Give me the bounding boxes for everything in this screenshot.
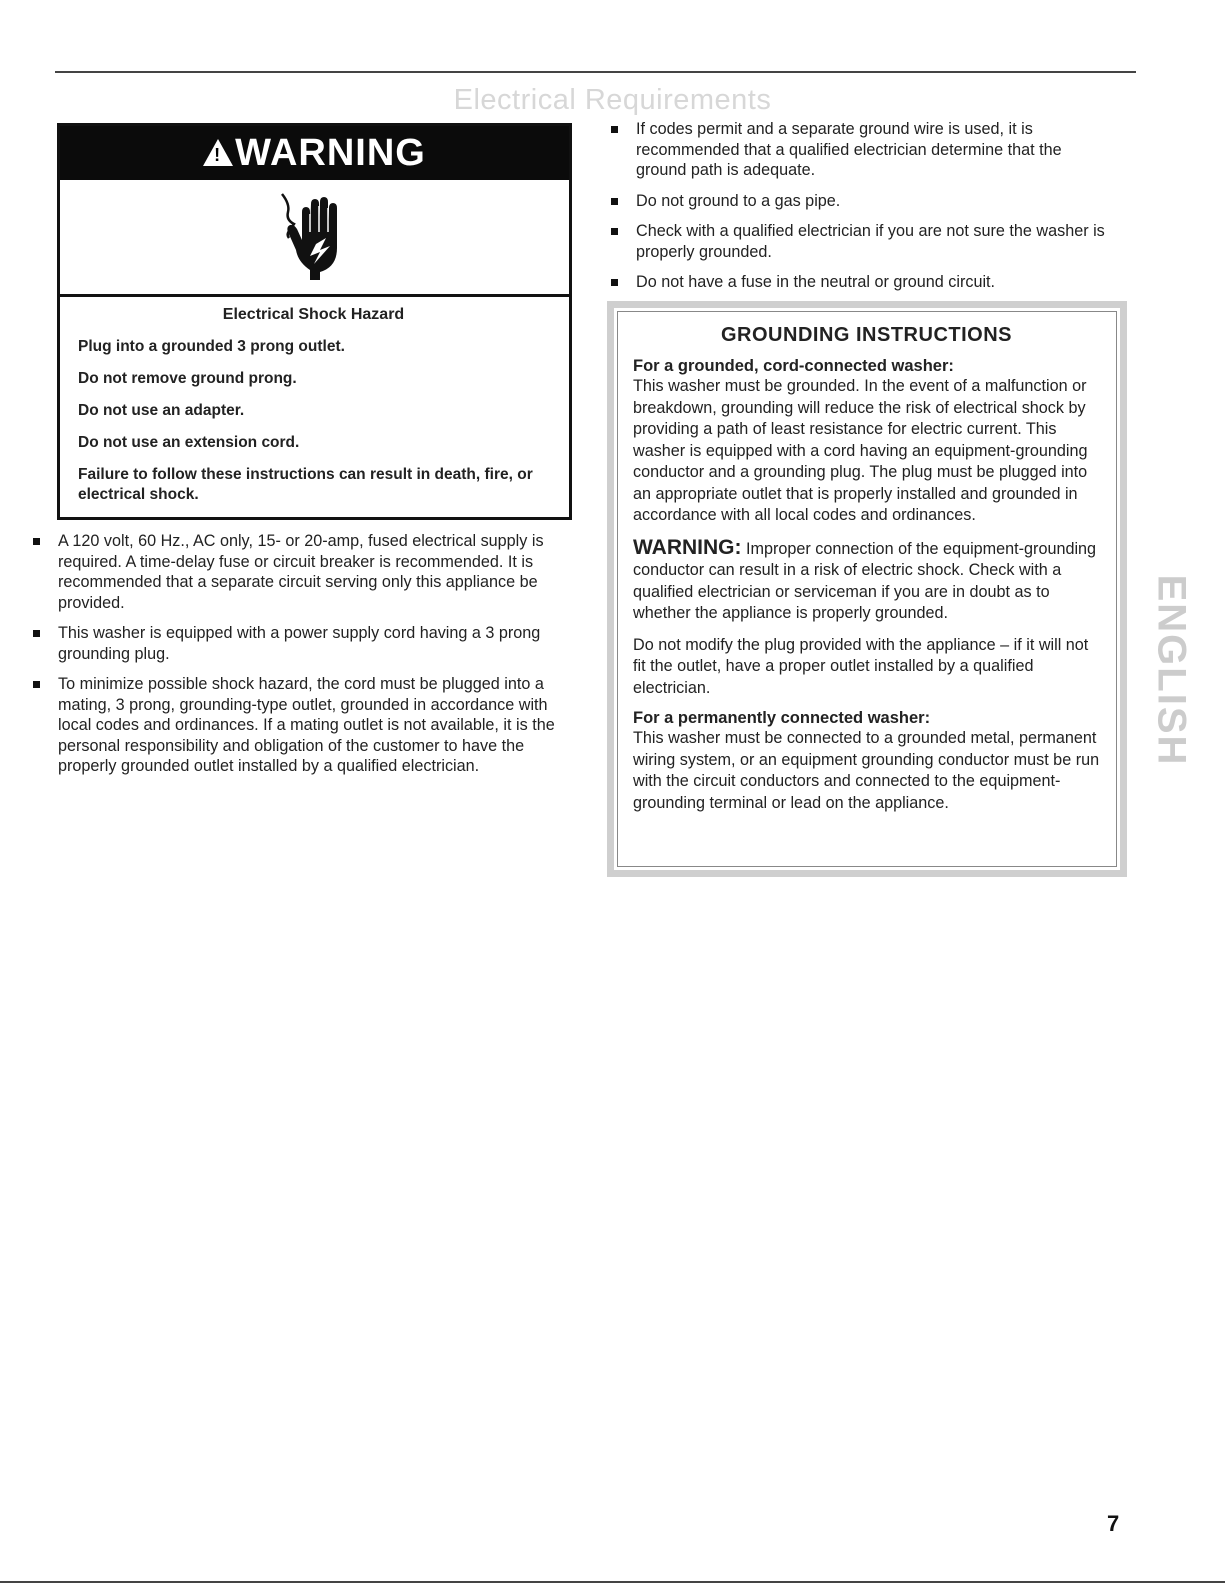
warning-box <box>57 123 572 520</box>
warning-header-label: WARNING <box>235 131 426 174</box>
warning-header <box>60 126 569 180</box>
permanent-heading: For a permanently connected washer: <box>633 709 931 727</box>
permanent-body: This washer must be connected to a grounded metal, permanent wiring system, or an equipment grounding conductor must be run with the circuit conductors and connected to the equipment-grounding terminal or lead on the appliance. <box>633 729 1100 812</box>
warning-line: Plug into a grounded 3 prong outlet. <box>78 338 345 355</box>
grounding-instructions-box <box>607 301 1127 877</box>
warning-text <box>60 297 569 505</box>
section-title: Electrical Requirements <box>453 84 772 116</box>
left-bullet-list <box>31 531 566 787</box>
warning-triangle-icon <box>203 139 233 166</box>
bottom-rule <box>0 1581 1225 1583</box>
warning-icon-area <box>60 180 569 297</box>
grounding-warning-body: Improper connection of the equipment-grounding conductor can result in a risk of electric shock. Check with a qualified electrician or serviceman if you are in doubt as to whether the appliance is properly grounded. <box>633 539 1097 622</box>
language-side-tab-label: ENGLISH <box>1149 574 1194 767</box>
list-item: If codes permit and a separate ground wire is used, it is recommended that a qualified electrician determine that the ground path is adequate. <box>609 119 1109 181</box>
grounding-warning <box>633 537 1100 625</box>
grounding-warning-label: WARNING: <box>633 535 742 559</box>
page-number: 7 <box>1107 1511 1120 1536</box>
list-item: This washer is equipped with a power supply cord having a 3 prong grounding plug. <box>31 623 566 664</box>
warning-line: Do not use an adapter. <box>78 402 245 419</box>
top-rule <box>55 71 1136 73</box>
warning-line: Do not use an extension cord. <box>78 434 300 451</box>
list-item: To minimize possible shock hazard, the cord must be plugged into a mating, 3 prong, grounding-type outlet, grounded in accordance with local codes and ordinances. If a mating outlet is not available, it is the personal responsibility and obligation of the customer to have the properly grounded outlet installed by a qualified electrician. <box>31 674 566 777</box>
grounding-title: GROUNDING INSTRUCTIONS <box>721 324 1012 346</box>
hazard-title: Electrical Shock Hazard <box>222 306 405 323</box>
cord-connected-heading: For a grounded, cord-connected washer: <box>633 357 954 375</box>
language-side-tab <box>1148 568 1194 773</box>
list-item: Do not ground to a gas pipe. <box>609 191 1109 212</box>
grounding-inner <box>617 311 1117 867</box>
warning-line: Failure to follow these instructions can result in death, fire, or electrical shock. <box>78 466 533 503</box>
electrical-shock-hand-icon <box>280 192 350 282</box>
list-item: Do not have a fuse in the neutral or ground circuit. <box>609 272 1109 293</box>
modify-plug-body: Do not modify the plug provided with the appliance – if it will not fit the outlet, have a proper outlet installed by a qualified electrician. <box>633 635 1089 697</box>
right-bullet-list <box>609 119 1109 303</box>
list-item: Check with a qualified electrician if you are not sure the washer is properly grounded. <box>609 221 1109 262</box>
warning-line: Do not remove ground prong. <box>78 370 297 387</box>
cord-connected-body: This washer must be grounded. In the event of a malfunction or breakdown, grounding will reduce the risk of electrical shock by providing a path of least resistance for electric current. This washer is equipped with a cord having an equipment-grounding conductor and a grounding plug. The plug must be plugged into an appropriate outlet that is properly installed and grounded in accordance with all local codes and ordinances. <box>633 377 1088 524</box>
list-item: A 120 volt, 60 Hz., AC only, 15- or 20-amp, fused electrical supply is required. A time-delay fuse or circuit breaker is recommended. It is recommended that a separate circuit serving only this appliance be provided. <box>31 531 566 613</box>
